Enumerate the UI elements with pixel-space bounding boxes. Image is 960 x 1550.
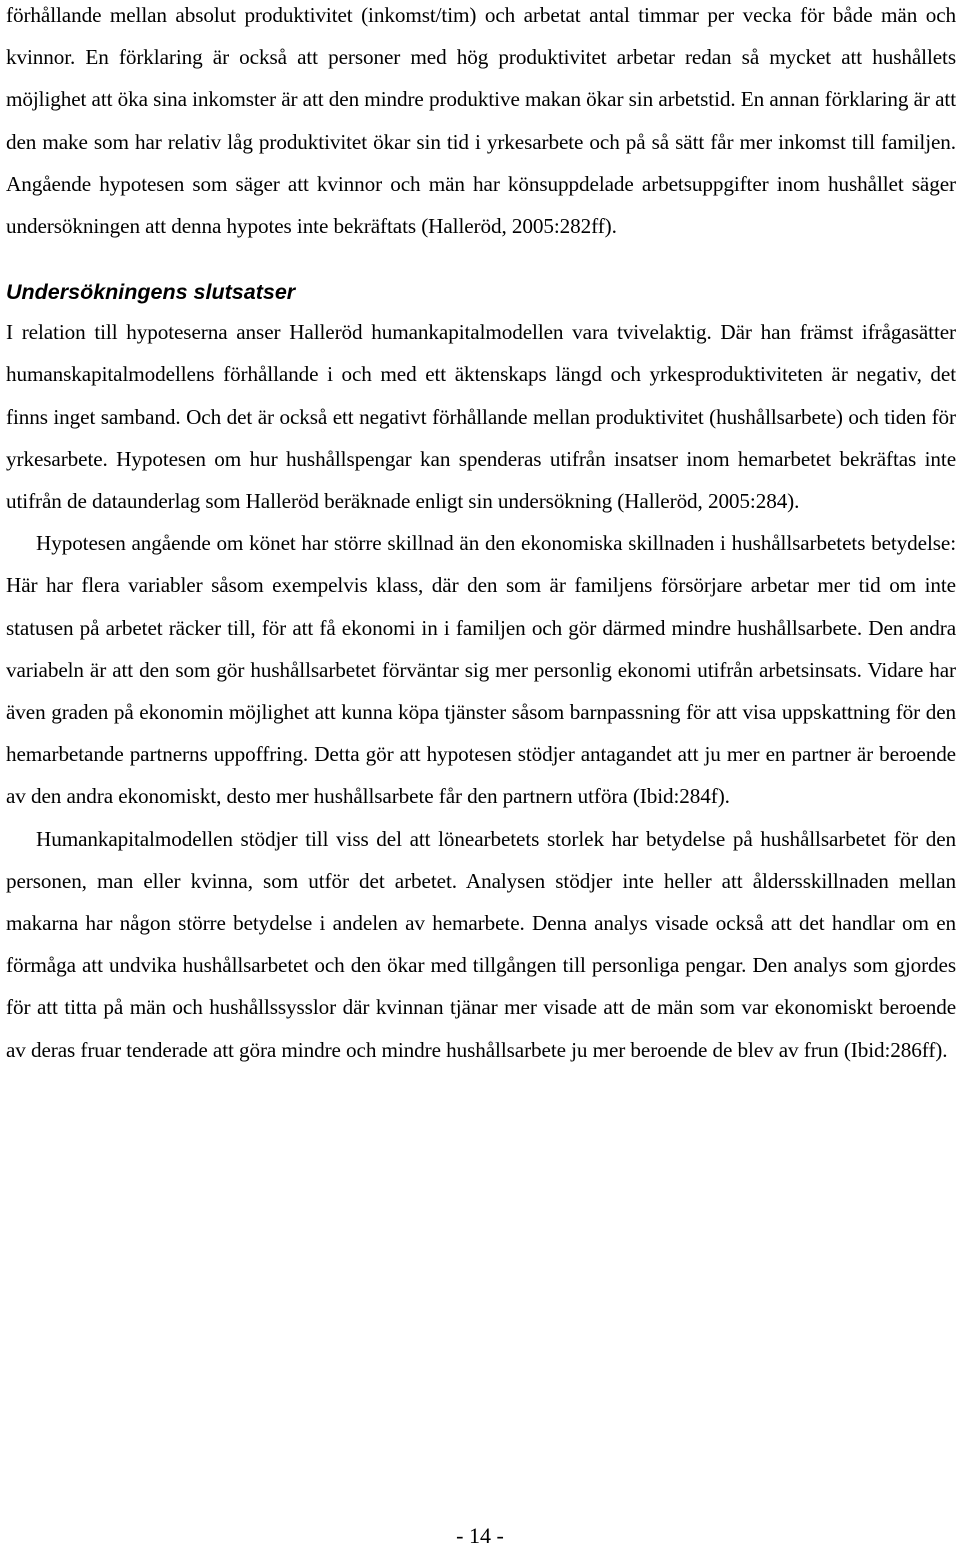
body-paragraph-continued: förhållande mellan absolut produktivitet (inkomst/tim) och arbetat antal timmar per vecka för både män och kvinnor. En förklaring är också att personer med hög produktivitet arbetar redan så mycket att hushållets möjlighet att öka sina inkomster är att den mindre produktive makan ökar sin arbetstid. En annan förklaring är att den make som har relativ låg produktivitet ökar sin tid i yrkesarbete och på så sätt får mer inkomst till familjen. Angående hypotesen som säger att kvinnor och män har könsuppdelade arbetsuppgifter inom hushållet säger undersökningen att denna hypotes inte bekräftats (Halleröd, 2005:282ff). xyxy=(6,3,956,239)
body-paragraph-gender-hypothesis: Hypotesen angående om könet har större skillnad än den ekonomiska skillnaden i hushållsarbetets betydelse: Här har flera variabler såsom exempelvis klass, där den som är familjens försörjare arbetar mer tid om inte statusen på arbetet räcker till, för att få ekonomi in i familjen och gör därmed mindre hushållsarbete. Den andra variabeln är att den som gör hushållsarbetet förväntar sig mer personlig ekonomi utifrån arbetsinsats. Vidare har även graden på ekonomin möjlighet att kunna köpa tjänster såsom barnpassning för att visa uppskattning för den hemarbetande partnerns uppoffring. Detta gör att hypotesen stödjer antagandet att ju mer en partner är beroende av den andra ekonomiskt, desto mer hushållsarbete får den partnern utföra (Ibid:284f). xyxy=(6,531,956,809)
section-heading: Undersökningens slutsatser xyxy=(6,280,296,305)
body-paragraph-conclusions: I relation till hypoteserna anser Halleröd humankapitalmodellen vara tvivelaktig. Där han främst ifrågasätter humanskapitalmodellens förhållande i och med ett äktenskaps längd och yrkesproduktiviteten är negativ, det finns inget samband. Och det är också ett negativt förhållande mellan produktivitet (hushållsarbete) och tiden för yrkesarbete. Hypotesen om hur hushållspengar kan spenderas utifrån insatser inom hemarbetet bekräftas inte utifrån de dataunderlag som Halleröd beräknade enligt sin undersökning (Halleröd, 2005:284). xyxy=(6,320,956,514)
body-paragraph-human-capital: Humankapitalmodellen stödjer till viss del att lönearbetets storlek har betydelse på hushållsarbetet för den personen, man eller kvinna, som utför det arbetet. Analysen stödjer inte heller att åldersskillnaden mellan makarna har någon större betydelse i andelen av hemarbete. Denna analys visade också att det handlar om en förmåga att undvika hushållsarbetet och den ökar med tillgången till personliga pengar. Den analys som gjordes för att titta på män och hushållssysslor där kvinnan tjänar mer visade att de män som var ekonomiskt beroende av deras fruar tenderade att göra mindre och mindre hushållsarbete ju mer beroende de blev av frun (Ibid:286ff). xyxy=(6,826,956,1062)
document-page xyxy=(6,0,956,1071)
page-number: - 14 - xyxy=(456,1523,504,1548)
